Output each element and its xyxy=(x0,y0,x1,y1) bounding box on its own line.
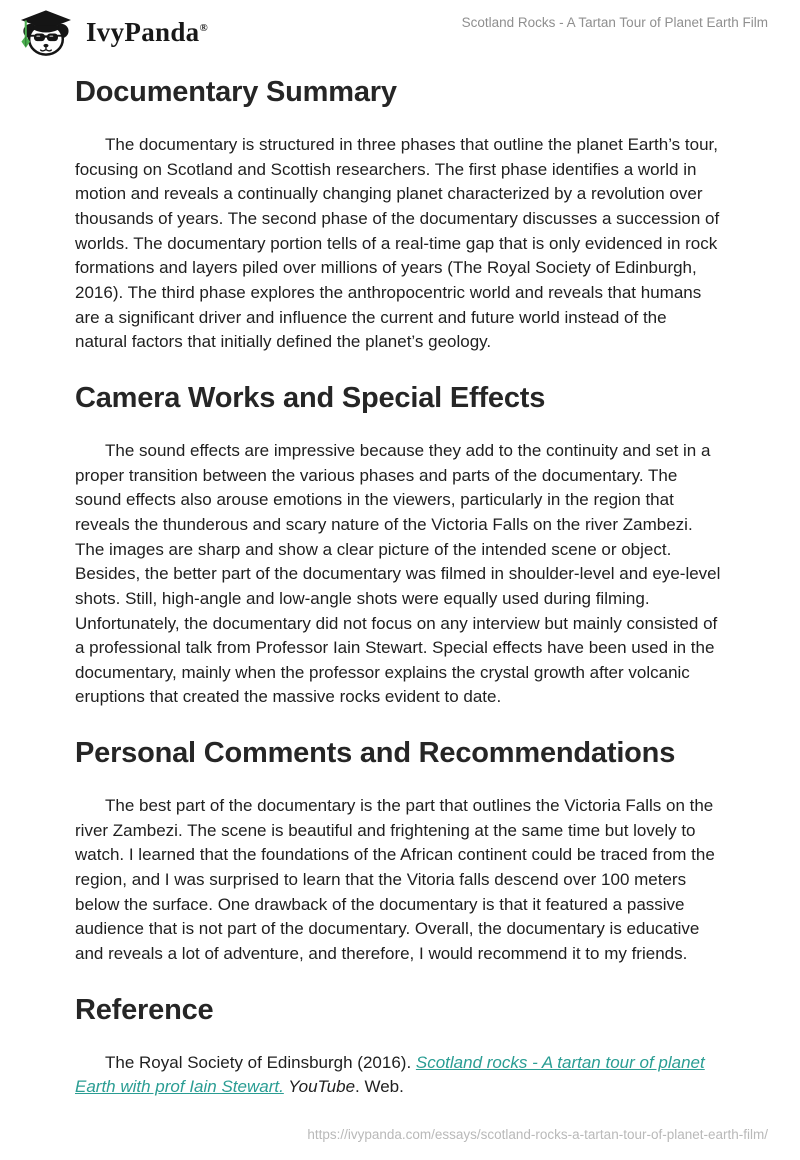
page-header xyxy=(0,0,800,58)
heading-personal-comments: Personal Comments and Recommendations xyxy=(75,737,676,770)
registered-mark: ® xyxy=(199,21,208,34)
logo-wordmark: IvyPanda® xyxy=(86,16,208,47)
ivypanda-panda-icon xyxy=(13,7,77,57)
paragraph-personal-comments: The best part of the documentary is the part that outlines the Victoria Falls on the river Zambezi. The scene is beautiful and frightening at the same time but lovely to watch. I learned that the foundations of the African continent could be traced from the region, and I was surprised to learn that the Vitoria falls descend over 100 meters below the surface. One drawback of the documentary is that it featured a passive audience that is not part of the documentary. Overall, the documentary is educative and reveals a lot of adventure, and therefore, I would recommend it to my friends. xyxy=(75,796,715,964)
paragraph-camera-works: The sound effects are impressive because they add to the continuity and set in a proper transition between the various phases and parts of the documentary. The sound effects also arouse emotions in the viewers, particularly in the region that reveals the thunderous and scary nature of the Victoria Falls on the river Zambezi. The images are sharp and show a clear picture of the intended scene or object. Besides, the better part of the documentary was filmed in shoulder-level and eye-level shots. Still, high-angle and low-angle shots were equally used during filming. Unfortunately, the documentary did not focus on any interview but mainly consisted of a professional talk from Professor Iain Stewart. Special effects have been used in the documentary, mainly when the professor explains the crystal growth after volcanic eruptions that created the massive rocks evident to date. xyxy=(75,440,721,707)
reference-entry xyxy=(75,1051,723,1100)
essay-body xyxy=(75,75,723,1100)
heading-reference: Reference xyxy=(75,993,214,1026)
reference-link[interactable]: Scotland rocks - A tartan tour of planet Earth with prof Iain Stewart. xyxy=(75,1052,705,1097)
ivypanda-logo[interactable] xyxy=(13,7,208,57)
reference-suffix: . Web. xyxy=(355,1077,404,1097)
paragraph-documentary-summary: The documentary is structured in three phases that outline the planet Earth’s tour, focusing on Scotland and Scottish researchers. The first phase identifies a world in motion and reveals a continually changing planet characterized by a revolution over thousands of years. The second phase of the documentary discusses a succession of worlds. The documentary portion tells of a real-time gap that is only evidenced in rock formations and layers piled over millions of years (The Royal Society of Edinburgh, 2016). The third phase explores the anthropocentric world and reveals that humans are a significant driver and influence the current and future world instead of the natural factors that initially defined the planet’s geology. xyxy=(75,135,720,352)
heading-camera-works: Camera Works and Special Effects xyxy=(75,381,546,414)
source-url: https://ivypanda.com/essays/scotland-rocks-a-tartan-tour-of-planet-earth-film/ xyxy=(307,1127,768,1142)
heading-documentary-summary: Documentary Summary xyxy=(75,76,397,108)
reference-source: YouTube xyxy=(283,1077,356,1097)
reference-prefix: The Royal Society of Edinsburgh (2016). xyxy=(105,1052,416,1072)
page-title: Scotland Rocks - A Tartan Tour of Planet Earth Film xyxy=(461,15,768,30)
